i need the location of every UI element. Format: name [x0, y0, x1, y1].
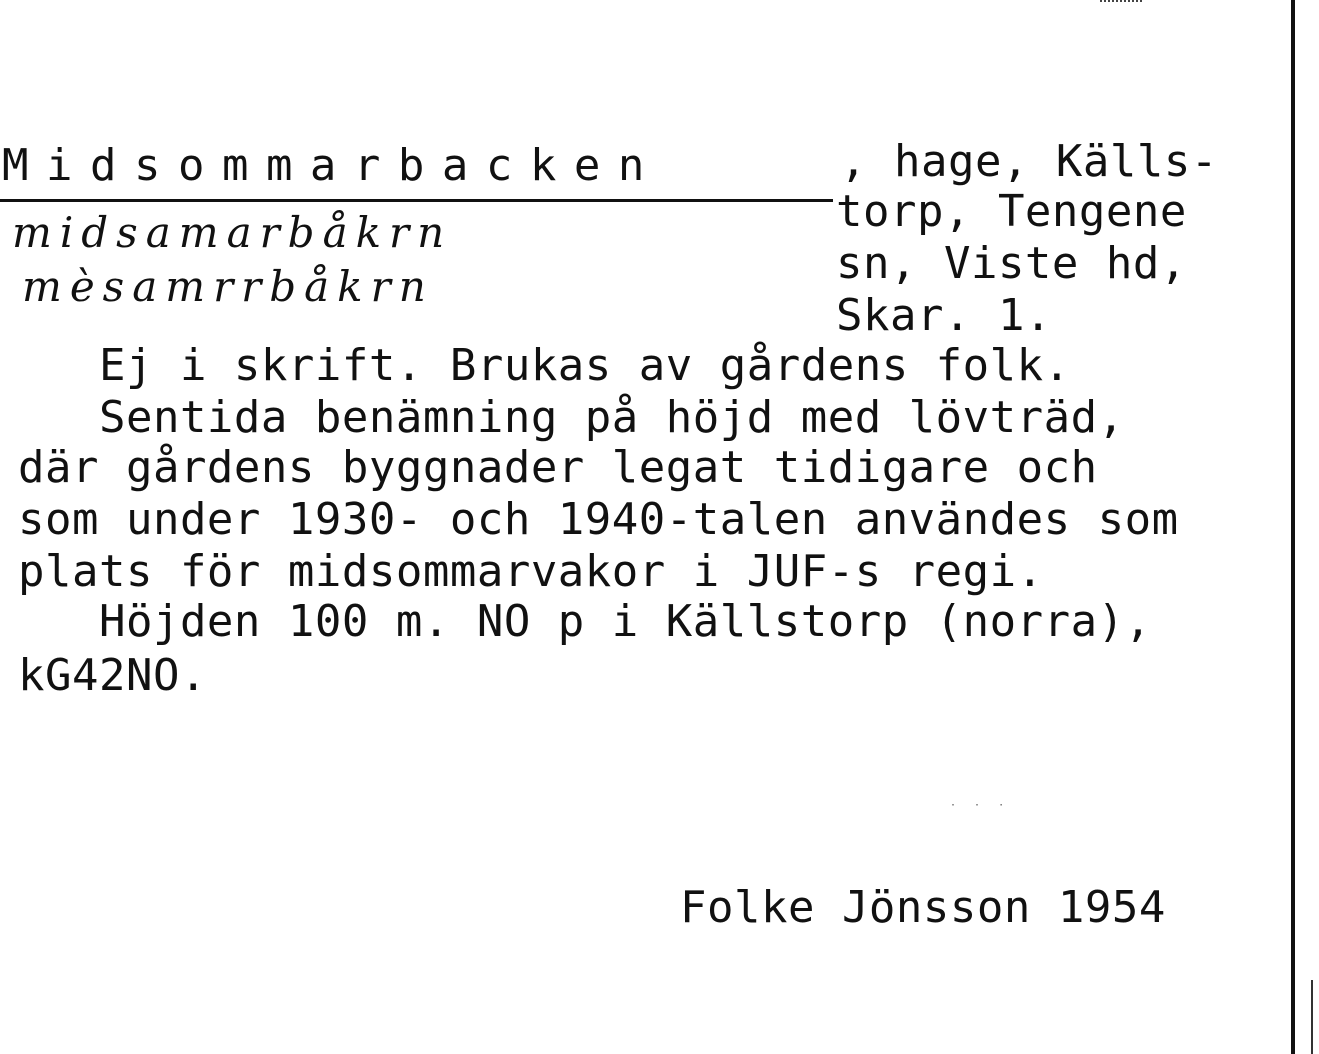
top-edge-mark — [1100, 0, 1142, 5]
body-line-5: plats för midsommarvakor i JUF-s regi. — [18, 546, 1044, 597]
location-line-3: Skar. 1. — [836, 290, 1052, 341]
body-line-6: Höjden 100 m. NO p i Källstorp (norra), — [18, 596, 1152, 647]
card-right-edge — [1291, 0, 1295, 1054]
body-line-2: Sentida benämning på höjd med lövträd, — [18, 392, 1125, 443]
signature: Folke Jönsson 1954 — [680, 882, 1166, 933]
stray-dots: · · · — [950, 800, 1011, 811]
headword-underline — [0, 199, 833, 202]
location-line-1: torp, Tengene — [836, 186, 1187, 237]
handwritten-pronunciation-1: midsamarbåkrn — [12, 208, 453, 257]
location-line-2: sn, Viste hd, — [836, 238, 1187, 289]
body-line-7: kG42NO. — [18, 650, 207, 701]
headword: Midsommarbacken — [2, 140, 662, 191]
card-edge-fragment — [1311, 980, 1313, 1054]
body-line-4: som under 1930- och 1940-talen användes som — [18, 494, 1179, 545]
body-line-1: Ej i skrift. Brukas av gårdens folk. — [18, 340, 1071, 391]
headword-description: , hage, Källs- — [840, 136, 1218, 187]
handwritten-pronunciation-2: mèsamrrbåkrn — [22, 262, 434, 311]
body-line-3: där gårdens byggnader legat tidigare och — [18, 442, 1098, 493]
